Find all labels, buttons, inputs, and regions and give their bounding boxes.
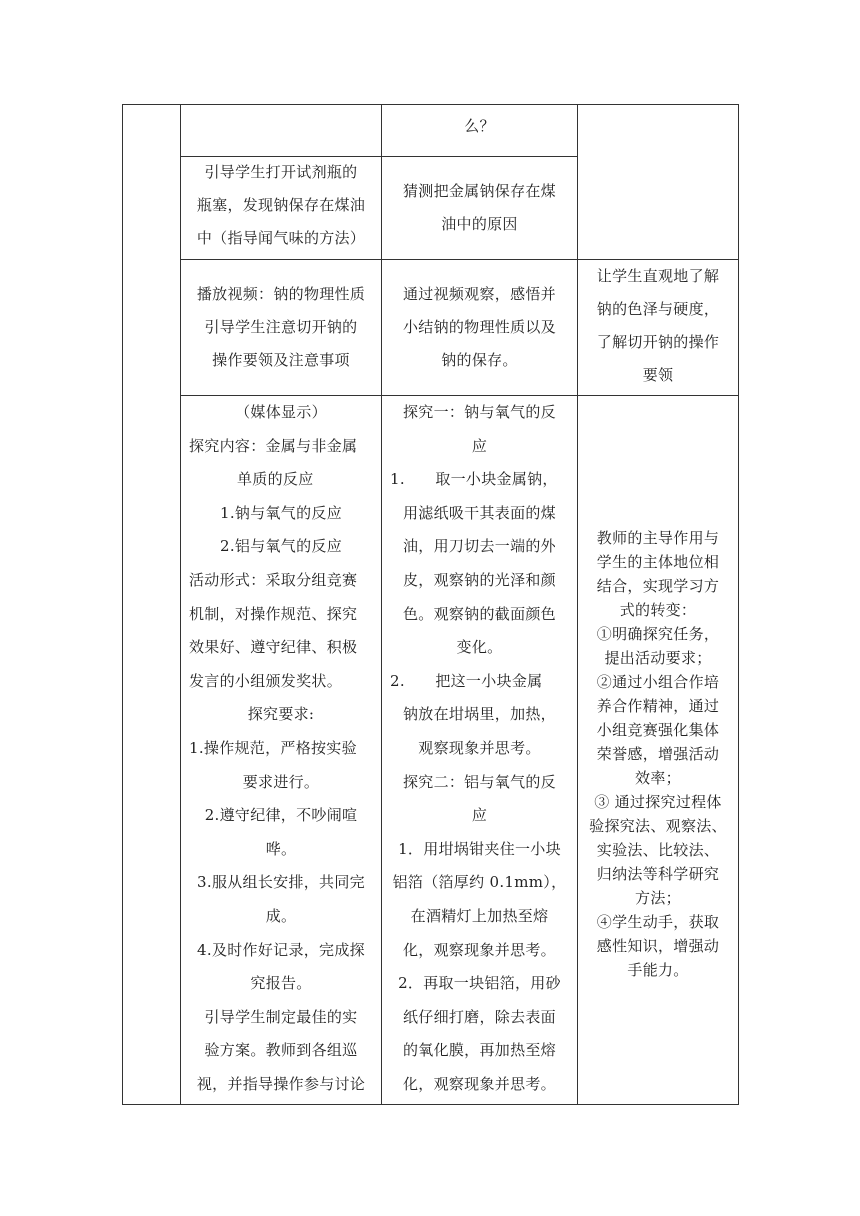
row4-col3-cell — [382, 396, 577, 1101]
cell-text-line: 究报告。 — [250, 974, 312, 993]
cell-text-line: 油中的原因 — [441, 215, 518, 233]
cell-text-line: 养合作精神，通过 — [596, 697, 720, 715]
cell-text-line: 验方案。教师到各组巡 — [204, 1041, 358, 1060]
cell-text-line: 播放视频：钠的物理性质 — [196, 285, 366, 303]
cell-text-line: 结合，实现学习方 — [596, 577, 720, 595]
cell-text-line: 效果好、遵守纪律、积极 — [189, 638, 358, 657]
table-border-left — [122, 104, 123, 1105]
row3-col2-cell — [181, 278, 381, 377]
cell-text-line: 在酒精灯上加热至熔 — [410, 906, 549, 925]
cell-text-line: 1．用坩埚钳夹住一小块 — [398, 839, 561, 858]
cell-text-line: 探究内容：金属与非金属 — [189, 436, 358, 455]
cell-text-line: 提出活动要求； — [604, 649, 712, 667]
cell-text-line: 1.操作规范，严格按实验 — [189, 738, 357, 757]
cell-text-line: ②通过小组合作培 — [596, 673, 720, 691]
cell-text-line: 方法； — [635, 889, 681, 907]
cell-text-line: 归纳法等科学研究 — [596, 865, 720, 883]
cell-text-line: 效率； — [635, 769, 681, 787]
cell-text-line: 1. 取一小块金属钠， — [390, 470, 558, 489]
cell-text-line: 操作要领及注意事项 — [212, 351, 350, 369]
cell-text-line: 化，观察现象并思考。 — [402, 1074, 556, 1093]
cell-text-line: 引导学生制定最佳的实 — [204, 1007, 358, 1026]
table-border-right — [738, 104, 739, 1105]
cell-text-line: 么？ — [464, 117, 495, 135]
cell-text-line: 的氧化膜，再加热至熔 — [402, 1041, 556, 1060]
cell-text-line: 探究一：钠与氧气的反 — [402, 403, 556, 421]
cell-text-line: 验探究法、观察法、 — [589, 817, 727, 835]
cell-text-line: 3.服从组长安排，共同完 — [197, 873, 365, 892]
cell-text-line: 引导学生注意切开钠的 — [204, 318, 358, 336]
table-border-top — [122, 104, 739, 105]
row1-col3-cell — [382, 110, 577, 143]
cell-text-line: 哗。 — [265, 839, 297, 858]
cell-text-line: 式的转变： — [619, 601, 697, 619]
cell-text-line: 小组竞赛强化集体 — [596, 721, 720, 739]
cell-text-line: 化，观察现象并思考。 — [402, 940, 556, 959]
cell-text-line: （媒体显示） — [235, 403, 327, 421]
cell-text-line: 用滤纸吸干其表面的煤 — [402, 503, 556, 522]
cell-text-line: 钠的色泽与硬度， — [596, 300, 720, 318]
cell-text-line: 铝箔（箔厚约 0.1mm）， — [392, 873, 567, 892]
cell-text-line: 通过视频观察，感悟并 — [402, 285, 556, 303]
row3-col3-cell — [382, 278, 577, 377]
cell-text-line: 油，用刀切去一端的外 — [402, 537, 556, 556]
cell-text-line: 活动形式：采取分组竞赛 — [189, 570, 358, 589]
cell-text-line: 视，并指导操作参与讨论 — [196, 1074, 366, 1093]
cell-text-line: 了解切开钠的操作 — [596, 333, 720, 351]
cell-text-line: 皮，观察钠的光泽和颜 — [402, 570, 556, 589]
cell-text-line: 探究二：铝与氧气的反 — [402, 772, 556, 791]
cell-text-line: 机制，对操作规范、探究 — [189, 604, 358, 623]
cell-text-line: 引导学生打开试剂瓶的 — [204, 163, 358, 181]
cell-text-line: 手能力。 — [627, 961, 689, 979]
cell-text-line: 2.铝与氧气的反应 — [219, 537, 342, 556]
cell-text-line: ③ 通过探究过程体 — [594, 793, 722, 811]
cell-text-line: 钠的保存。 — [441, 351, 518, 369]
cell-text-line: 要领 — [642, 366, 674, 384]
cell-text-line: 应 — [471, 436, 488, 455]
cell-text-line: 实验法、比较法、 — [596, 841, 720, 859]
cell-text-line: 学生的主体地位相 — [596, 553, 720, 571]
cell-text-line: 感性知识，增强动 — [596, 937, 720, 955]
cell-text-line: 发言的小组颁发奖状。 — [189, 671, 343, 690]
cell-text-line: 2. 把这一小块金属 — [390, 671, 543, 690]
cell-text-line: 荣誉感，增强活动 — [596, 745, 720, 763]
row2-col3-cell — [382, 175, 577, 241]
cell-text-line: 2．再取一块铝箔，用砂 — [398, 974, 561, 993]
cell-text-line: 小结钠的物理性质以及 — [402, 318, 556, 336]
cell-text-line: 色。观察钠的截面颜色 — [402, 604, 556, 623]
row4-col4-cell — [578, 526, 738, 982]
cell-text-line: 应 — [471, 806, 488, 825]
row4-col2-cell — [181, 396, 381, 1101]
cell-text-line: 钠放在坩埚里，加热， — [402, 705, 556, 724]
table-border-bottom — [122, 1104, 739, 1105]
cell-text-line: 中（指导闻气味的方法） — [196, 229, 366, 247]
cell-text-line: ①明确探究任务， — [596, 625, 720, 643]
cell-text-line: 4.及时作好记录，完成探 — [197, 940, 365, 959]
cell-text-line: 让学生直观地了解 — [596, 267, 720, 285]
cell-text-line: ④学生动手，获取 — [596, 913, 720, 931]
row3-col4-cell — [578, 260, 738, 392]
cell-text-line: 瓶塞，发现钠保存在煤油 — [196, 196, 366, 214]
cell-text-line: 观察现象并思考。 — [418, 738, 541, 757]
cell-text-line: 探究要求: — [247, 705, 315, 724]
cell-text-line: 纸仔细打磨，除去表面 — [402, 1007, 556, 1026]
cell-text-line: 1.钠与氧气的反应 — [219, 503, 342, 522]
cell-text-line: 教师的主导作用与 — [596, 529, 720, 547]
cell-text-line: 猜测把金属钠保存在煤 — [402, 182, 556, 200]
cell-text-line: 成。 — [265, 906, 297, 925]
cell-text-line: 单质的反应 — [237, 470, 314, 489]
cell-text-line: 2.遵守纪律，不吵闹喧 — [204, 806, 358, 825]
row2-col2-cell — [181, 156, 381, 255]
cell-text-line: 变化。 — [456, 638, 503, 657]
cell-text-line: 要求进行。 — [242, 772, 320, 791]
